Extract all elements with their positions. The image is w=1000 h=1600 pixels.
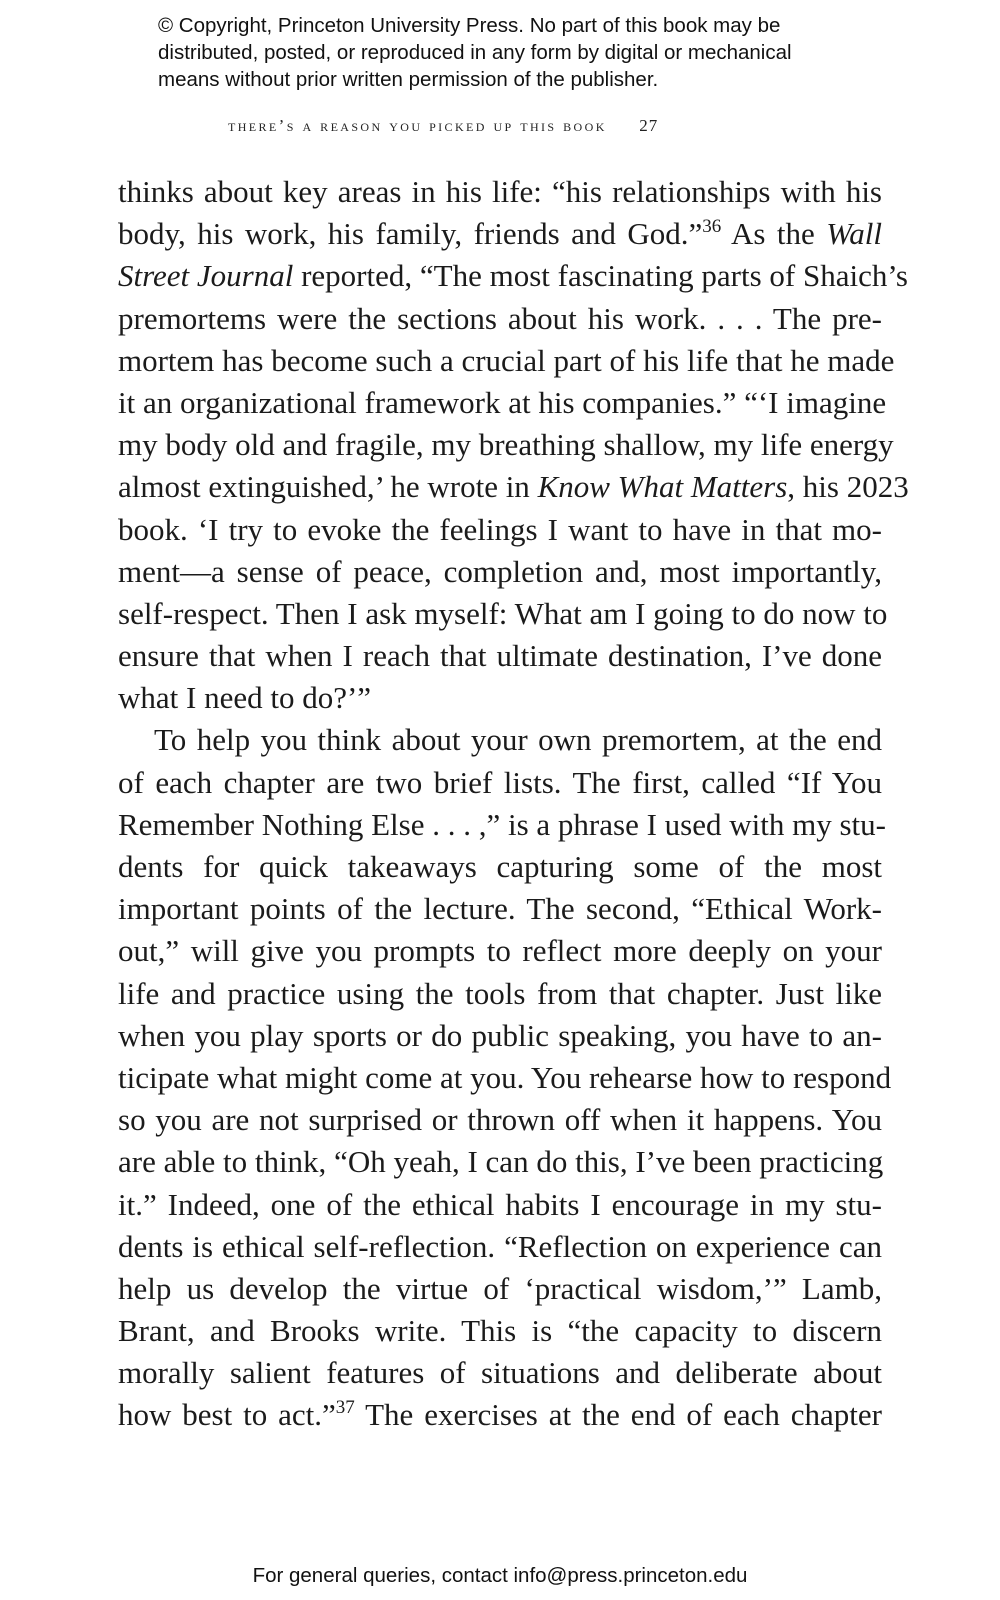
copyright-notice <box>158 12 878 93</box>
text-line: help us develop the virtue of ‘practical wisdom,’” Lamb, <box>118 1270 882 1306</box>
text-line: dents for quick takeaways capturing some of the most <box>118 849 882 884</box>
text-line: so you are not surprised or thrown off when it happens. You <box>118 1102 882 1138</box>
text-line: of each chapter are two brief lists. The first, called “If You <box>118 764 882 800</box>
text-line: morally salient features of situations and deliberate about <box>118 1355 882 1391</box>
text-line: ticipate what might come at you. You rehearse how to respond <box>118 1059 892 1095</box>
copyright-line: means without prior written permission of the publisher. <box>158 68 659 91</box>
text-line: dents is ethical self-reflection. “Reflection on experience can <box>118 1228 882 1264</box>
running-head <box>228 116 658 136</box>
text-run: , his 2023 <box>787 469 909 505</box>
italic-run: Wall <box>826 216 882 252</box>
text-line: life and practice using the tools from that chapter. Just like <box>118 975 882 1011</box>
paragraph-2 <box>118 719 892 1436</box>
text-line: To help you think about your own premortem, at the end <box>154 722 882 758</box>
text-line <box>118 1394 882 1436</box>
text-line: Brant, and Brooks write. This is “the capacity to discern <box>118 1313 882 1349</box>
italic-run: Street Journal <box>118 258 294 294</box>
text-line: it.” Indeed, one of the ethical habits I encourage in my stu- <box>118 1186 882 1222</box>
text-line: book. ‘I try to evoke the feelings I want to have in that mo- <box>118 511 882 547</box>
text-line <box>118 213 882 255</box>
body-text <box>118 171 909 1437</box>
copyright-line: © Copyright, Princeton University Press. No part of this book may be <box>158 14 781 37</box>
text-line: what I need to do?’” <box>118 680 372 716</box>
text-line: my body old and fragile, my breathing shallow, my life energy <box>118 427 894 463</box>
text-line: important points of the lecture. The second, “Ethical Work- <box>118 891 882 927</box>
text-line: thinks about key areas in his life: “his relationships with his <box>118 174 882 209</box>
page-number: 27 <box>639 116 659 135</box>
text-line: premortems were the sections about his work. . . . The pre- <box>118 300 882 336</box>
endnote-reference-37[interactable]: 37 <box>335 1397 355 1419</box>
text-line: self-respect. Then I ask myself: What am I going to do now to <box>118 595 888 631</box>
text-line: when you play sports or do public speaking, you have to an- <box>118 1017 882 1053</box>
text-run: body, his work, his family, friends and God.” <box>118 216 703 252</box>
text-run: how best to act.” <box>118 1397 336 1433</box>
text-line: are able to think, “Oh yeah, I can do this, I’ve been practicing <box>118 1144 884 1180</box>
text-run: reported, “The most fascinating parts of Shaich’s <box>293 258 909 294</box>
text-run: almost extinguished,’ he wrote in <box>118 469 538 505</box>
text-run: The exercises at the end of each chapter <box>354 1397 882 1433</box>
text-line: out,” will give you prompts to reflect more deeply on your <box>118 933 882 969</box>
text-line: Remember Nothing Else . . . ,” is a phrase I used with my stu- <box>118 806 886 842</box>
text-line <box>118 466 909 508</box>
text-line: ensure that when I reach that ultimate destination, I’ve done <box>118 638 882 674</box>
footer-contact: For general queries, contact info@press.princeton.edu <box>252 1564 748 1587</box>
paragraph-1 <box>118 171 909 719</box>
text-line: it an organizational framework at his companies.” “‘I imagine <box>118 384 887 420</box>
text-line <box>118 255 909 297</box>
italic-run: Know What Matters <box>537 469 788 505</box>
copyright-line: distributed, posted, or reproduced in any form by digital or mechanical <box>158 41 792 64</box>
running-head-title: there’s a reason you picked up this book <box>228 116 607 135</box>
text-line: mortem has become such a crucial part of his life that he made <box>118 342 895 378</box>
text-line: ment—a sense of peace, completion and, most importantly, <box>118 553 882 589</box>
endnote-reference-36[interactable]: 36 <box>702 216 722 238</box>
text-run: As the <box>721 216 827 252</box>
